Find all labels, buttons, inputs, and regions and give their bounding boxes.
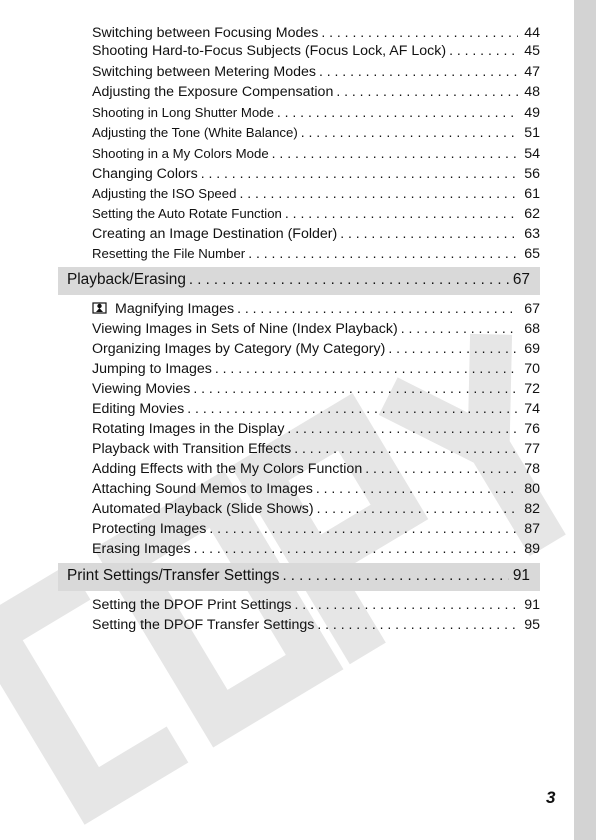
toc-entry-title: Adjusting the Tone (White Balance) — [92, 125, 298, 140]
dot-leader — [237, 300, 518, 316]
toc-entry[interactable] — [92, 124, 540, 143]
toc-entry-title: Adjusting the ISO Speed — [92, 186, 237, 201]
dot-leader — [317, 616, 518, 632]
toc-entry-page: 74 — [524, 401, 540, 417]
toc-entry-title: Adding Effects with the My Colors Function — [92, 461, 363, 477]
toc-entry[interactable] — [92, 42, 540, 61]
toc-entry-page: 87 — [524, 521, 540, 537]
toc-entry-page: 62 — [524, 206, 540, 222]
page-number: 3 — [546, 788, 556, 807]
toc-section-title: Print Settings/Transfer Settings — [67, 567, 280, 584]
toc-entry-page: 54 — [524, 146, 540, 162]
dot-leader — [282, 567, 508, 584]
toc-entry-title: Editing Movies — [92, 401, 185, 417]
toc-entry-page: 56 — [524, 166, 540, 182]
toc-entry[interactable] — [92, 400, 540, 419]
toc-entry-title: Viewing Movies — [92, 381, 191, 397]
toc-entry[interactable] — [92, 205, 540, 224]
dot-leader — [295, 596, 518, 612]
toc-entry[interactable] — [92, 24, 540, 43]
dot-leader — [316, 480, 518, 496]
dot-leader — [189, 271, 509, 288]
toc-entry-title: Creating an Image Destination (Folder) — [92, 226, 338, 242]
toc-entry[interactable] — [92, 225, 540, 244]
toc-section-page: 67 — [512, 271, 530, 288]
toc-section-title: Playback/Erasing — [67, 271, 186, 288]
dot-leader — [321, 24, 518, 40]
dot-leader — [194, 540, 518, 556]
toc-entry-title: Shooting in Long Shutter Mode — [92, 105, 274, 120]
dot-leader — [215, 360, 518, 376]
toc-entry-page: 80 — [524, 481, 540, 497]
toc-entry-title: Setting the DPOF Transfer Settings — [92, 617, 315, 633]
toc-entry[interactable] — [92, 616, 540, 635]
toc-entry[interactable] — [92, 520, 540, 539]
toc-entry[interactable] — [92, 540, 540, 559]
toc-entry[interactable] — [92, 500, 540, 519]
toc-entry[interactable] — [92, 440, 540, 459]
toc-entry[interactable] — [92, 460, 540, 479]
toc-entry[interactable] — [92, 245, 540, 264]
toc-entry-page: 78 — [524, 461, 540, 477]
dot-leader — [193, 380, 518, 396]
dot-leader — [285, 205, 518, 221]
toc-entry-title: Rotating Images in the Display — [92, 421, 285, 437]
toc-entry[interactable] — [92, 380, 540, 399]
toc-entry-title: Erasing Images — [92, 541, 191, 557]
toc-entry-page: 65 — [524, 246, 540, 262]
toc-entry-page: 76 — [524, 421, 540, 437]
toc-entry[interactable] — [92, 145, 540, 164]
dot-leader — [388, 340, 518, 356]
toc-entry-title: Shooting Hard-to-Focus Subjects (Focus Lock, AF Lock) — [92, 43, 447, 59]
toc-entry-title: Changing Colors — [92, 166, 198, 182]
toc-entry-page: 44 — [524, 25, 540, 41]
toc-entry-title: Viewing Images in Sets of Nine (Index Playback) — [92, 321, 398, 337]
toc-entry-title: Setting the Auto Rotate Function — [92, 206, 282, 221]
dot-leader — [319, 63, 518, 79]
toc-entry[interactable] — [92, 104, 540, 123]
dot-leader — [336, 83, 518, 99]
dot-leader — [301, 124, 518, 140]
toc-entry[interactable] — [92, 480, 540, 499]
toc-entry-page: 49 — [524, 105, 540, 121]
toc-entry[interactable] — [92, 320, 540, 339]
dot-leader — [340, 225, 518, 241]
toc-entry-title: Protecting Images — [92, 521, 207, 537]
toc-entry-page: 45 — [524, 43, 540, 59]
toc-entry[interactable] — [92, 420, 540, 439]
toc-entry-title: Setting the DPOF Print Settings — [92, 597, 292, 613]
toc-entry-page: 51 — [524, 125, 540, 141]
toc-entry[interactable] — [92, 63, 540, 82]
toc-entry-page: 68 — [524, 321, 540, 337]
dot-leader — [449, 42, 518, 58]
toc-entry[interactable] — [92, 340, 540, 359]
toc-entry-title: Magnifying Images — [115, 301, 235, 317]
toc-section-header[interactable] — [58, 267, 540, 295]
page-edge-bar — [574, 0, 596, 840]
toc-entry[interactable] — [92, 300, 540, 319]
toc-section-page: 91 — [512, 567, 530, 584]
magnify-icon — [92, 300, 107, 315]
dot-leader — [187, 400, 518, 416]
toc-entry-page: 67 — [524, 301, 540, 317]
dot-leader — [277, 104, 518, 120]
dot-leader — [248, 245, 518, 261]
toc-entry-page: 72 — [524, 381, 540, 397]
toc-entry-title: Automated Playback (Slide Shows) — [92, 501, 314, 517]
toc-entry-page: 47 — [524, 64, 540, 80]
toc-entry-title: Switching between Focusing Modes — [92, 25, 319, 41]
toc-entry-page: 48 — [524, 84, 540, 100]
toc-entry-page: 69 — [524, 341, 540, 357]
toc-entry-page: 61 — [524, 186, 540, 202]
dot-leader — [209, 520, 518, 536]
toc-entry-page: 95 — [524, 617, 540, 633]
toc-entry[interactable] — [92, 165, 540, 184]
toc-entry-title: Attaching Sound Memos to Images — [92, 481, 313, 497]
toc-entry-title: Switching between Metering Modes — [92, 64, 316, 80]
dot-leader — [287, 420, 518, 436]
toc-entry-page: 77 — [524, 441, 540, 457]
toc-entry-title: Playback with Transition Effects — [92, 441, 292, 457]
dot-leader — [239, 185, 518, 201]
dot-leader — [272, 145, 518, 161]
toc-entry-title: Organizing Images by Category (My Category) — [92, 341, 386, 357]
toc-entry-page: 89 — [524, 541, 540, 557]
toc-entry[interactable] — [92, 185, 540, 204]
toc-entry-page: 63 — [524, 226, 540, 242]
dot-leader — [365, 460, 518, 476]
toc-entry-title: Adjusting the Exposure Compensation — [92, 84, 334, 100]
toc-entry-page: 70 — [524, 361, 540, 377]
dot-leader — [401, 320, 518, 336]
toc-section-header[interactable] — [58, 563, 540, 591]
dot-leader — [294, 440, 518, 456]
toc-entry[interactable] — [92, 360, 540, 379]
dot-leader — [317, 500, 518, 516]
toc-entry-title: Jumping to Images — [92, 361, 212, 377]
toc-entry-page: 82 — [524, 501, 540, 517]
toc-entry-title: Resetting the File Number — [92, 246, 246, 261]
toc-entry[interactable] — [92, 83, 540, 102]
toc-entry-title: Shooting in a My Colors Mode — [92, 146, 269, 161]
toc-entry-page: 91 — [524, 597, 540, 613]
dot-leader — [201, 165, 518, 181]
toc-entry[interactable] — [92, 596, 540, 615]
